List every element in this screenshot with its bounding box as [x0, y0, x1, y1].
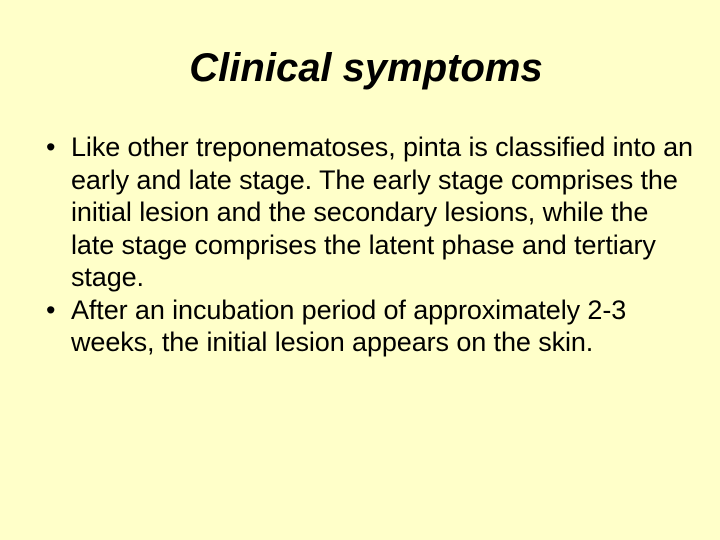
- bullet-text: Like other treponematoses, pinta is classified into an early and late stage. The early stage comprises the initial lesion and the secondary lesions, while the late stage comprises the latent phase and tertiary stage.: [71, 132, 693, 292]
- bullet-dot-icon: •: [46, 294, 56, 325]
- bullet-dot-icon: •: [46, 132, 56, 162]
- bullet-item: [46, 131, 696, 294]
- slide-title: Clinical symptoms: [189, 46, 543, 90]
- bullet-text: After an incubation period of approximately 2-3 weeks, the initial lesion appears on the skin.: [71, 294, 627, 357]
- bullet-list: [46, 131, 696, 359]
- bullet-item: [46, 294, 696, 359]
